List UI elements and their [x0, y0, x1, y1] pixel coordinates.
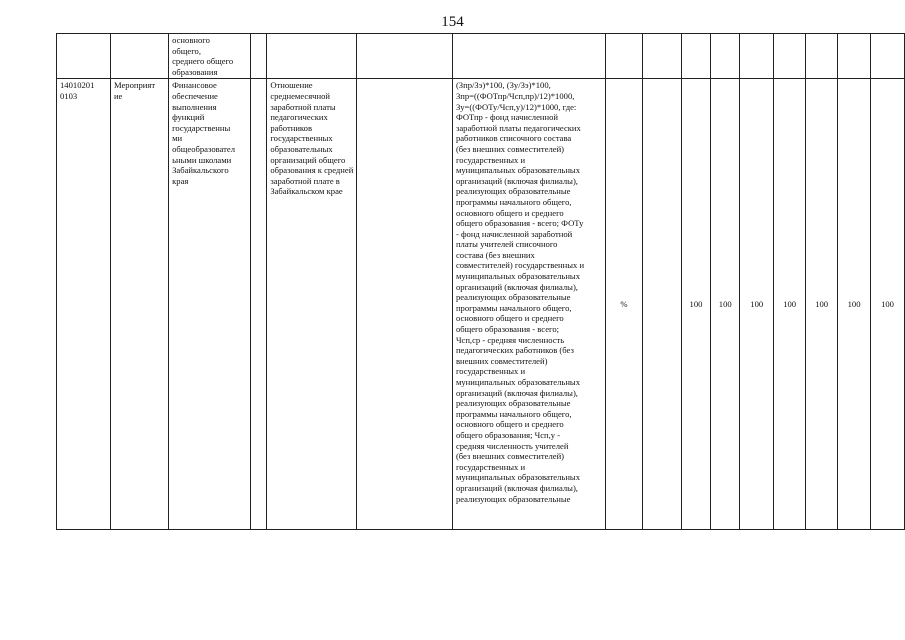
text-line: среднего общего: [172, 56, 234, 67]
cell-empty: [606, 34, 642, 79]
cell-value: 100: [838, 79, 871, 530]
text-line: 0103: [60, 90, 78, 101]
cell-empty: [267, 34, 357, 79]
text-line: обеспечение: [172, 90, 218, 101]
text-line: реализующих образовательные: [455, 398, 571, 409]
text-line: работников списочного состава: [455, 133, 572, 144]
text-line: состава (без внешних: [455, 249, 535, 260]
text-line: (Зпр/Зэ)*100, (Зу/Зэ)*100,: [455, 80, 551, 91]
cell-value: 100: [871, 79, 905, 530]
text-line: заработной плате в: [270, 175, 340, 186]
cell-empty: [838, 34, 871, 79]
cell-empty: [357, 79, 453, 530]
text-line: Зу=((ФОТу/Чсп,у)/12)*1000, где:: [455, 101, 577, 112]
cell-code: [57, 79, 111, 530]
text-line: внешних совместителей): [455, 355, 548, 366]
text-line: - фонд начисленной заработной: [455, 228, 573, 239]
cell-empty: [642, 34, 681, 79]
text-line: программы начального общего,: [455, 302, 572, 313]
text-line: функций: [172, 112, 205, 123]
cell-empty: [251, 79, 267, 530]
cell-empty: [681, 34, 710, 79]
cell-value: 100: [774, 79, 806, 530]
text-line: реализующих образовательные: [455, 493, 571, 504]
cell-unit: %: [606, 79, 642, 530]
text-line: организаций (включая филиалы),: [455, 482, 578, 493]
text-line: ми: [172, 133, 183, 144]
text-line: общего образования - всего;: [455, 324, 560, 335]
text-line: образования: [172, 66, 218, 77]
cell-empty: [251, 34, 267, 79]
text-line: муниципальных образовательных: [455, 271, 580, 282]
text-line: образования к средней: [270, 165, 354, 176]
text-line: заработной платы педагогических: [455, 122, 581, 133]
text-line: государственных и: [455, 366, 526, 377]
text-line: программы начального общего,: [455, 196, 572, 207]
cell-empty: [642, 79, 681, 530]
cell-empty: [871, 34, 905, 79]
page-number: 154: [441, 14, 464, 30]
text-line: общего,: [172, 45, 201, 56]
text-line: общеобразовател: [172, 143, 236, 154]
text-line: образовательных: [270, 143, 333, 154]
cell-type: [110, 79, 168, 530]
text-line: работников: [270, 122, 313, 133]
text-line: государственных и: [455, 461, 526, 472]
cell-formula: [452, 79, 605, 530]
text-line: (без внешних совместителей): [455, 451, 565, 462]
text-line: платы учителей списочного: [455, 239, 558, 250]
text-line: педагогических: [270, 112, 328, 123]
text-line: Забайкальском крае: [270, 186, 343, 197]
text-line: государственных и: [455, 154, 526, 165]
text-line: педагогических работников (без: [455, 345, 574, 356]
text-line: края: [172, 175, 189, 186]
text-line: организаций (включая филиалы),: [455, 387, 578, 398]
text-line: ьными школами: [172, 154, 232, 165]
text-line: основного общего и среднего: [455, 313, 564, 324]
text-line: выполнения: [172, 101, 217, 112]
text-line: муниципальных образовательных: [455, 377, 580, 387]
text-line: среднемесячной: [270, 90, 330, 101]
cell-empty: [711, 34, 740, 79]
text-line: организаций (включая филиалы),: [455, 281, 578, 292]
cell-code-empty: [57, 34, 111, 79]
text-line: 14010201: [60, 80, 95, 91]
text-line: ие: [113, 90, 123, 101]
text-line: Отношение: [270, 80, 313, 91]
text-line: средняя численность учителей: [455, 440, 569, 451]
text-line: (без внешних совместителей): [455, 143, 565, 154]
text-line: реализующих образовательные: [455, 292, 571, 303]
continuation-row: [57, 34, 905, 79]
cell-value: 100: [740, 79, 774, 530]
text-line: Забайкальского: [172, 165, 229, 176]
text-line: государственных: [270, 133, 333, 144]
text-line: общего образования - всего; ФОТу: [455, 218, 584, 229]
text-line: программы начального общего,: [455, 408, 572, 419]
text-line: муниципальных образовательных: [455, 472, 580, 483]
text-line: организаций общего: [270, 154, 346, 165]
cell-name: [169, 79, 251, 530]
indicator-table: [56, 33, 905, 530]
text-line: Зпр=((ФОТпр/Чсп,пр)/12)*1000,: [455, 90, 575, 101]
text-line: организаций (включая филиалы),: [455, 175, 578, 186]
text-line: Финансовое: [172, 80, 217, 91]
text-line: основного: [172, 35, 210, 45]
text-line: реализующих образовательные: [455, 186, 571, 197]
cell-value: 100: [806, 79, 838, 530]
cell-value: 100: [681, 79, 710, 530]
text-line: совместителей) государственных и: [455, 260, 585, 271]
text-line: ФОТпр - фонд начисленной: [455, 112, 559, 123]
cell-type-empty: [110, 34, 168, 79]
measure-row: [57, 79, 905, 530]
cell-empty: [357, 34, 453, 79]
cell-empty: [740, 34, 774, 79]
cell-empty: [774, 34, 806, 79]
text-line: государственны: [172, 122, 231, 133]
text-line: Чсп,ср - средняя численность: [455, 334, 565, 345]
cell-value: 100: [711, 79, 740, 530]
cell-name-continued: [169, 34, 251, 79]
text-line: Мероприят: [113, 80, 156, 91]
cell-empty: [806, 34, 838, 79]
text-line: заработной платы: [270, 101, 336, 112]
text-line: муниципальных образовательных: [455, 165, 580, 176]
text-line: основного общего и среднего: [455, 207, 564, 218]
text-line: общего образования; Чсп,у -: [455, 429, 561, 440]
cell-indicator: [267, 79, 357, 530]
text-line: основного общего и среднего: [455, 419, 564, 430]
cell-empty: [452, 34, 605, 79]
